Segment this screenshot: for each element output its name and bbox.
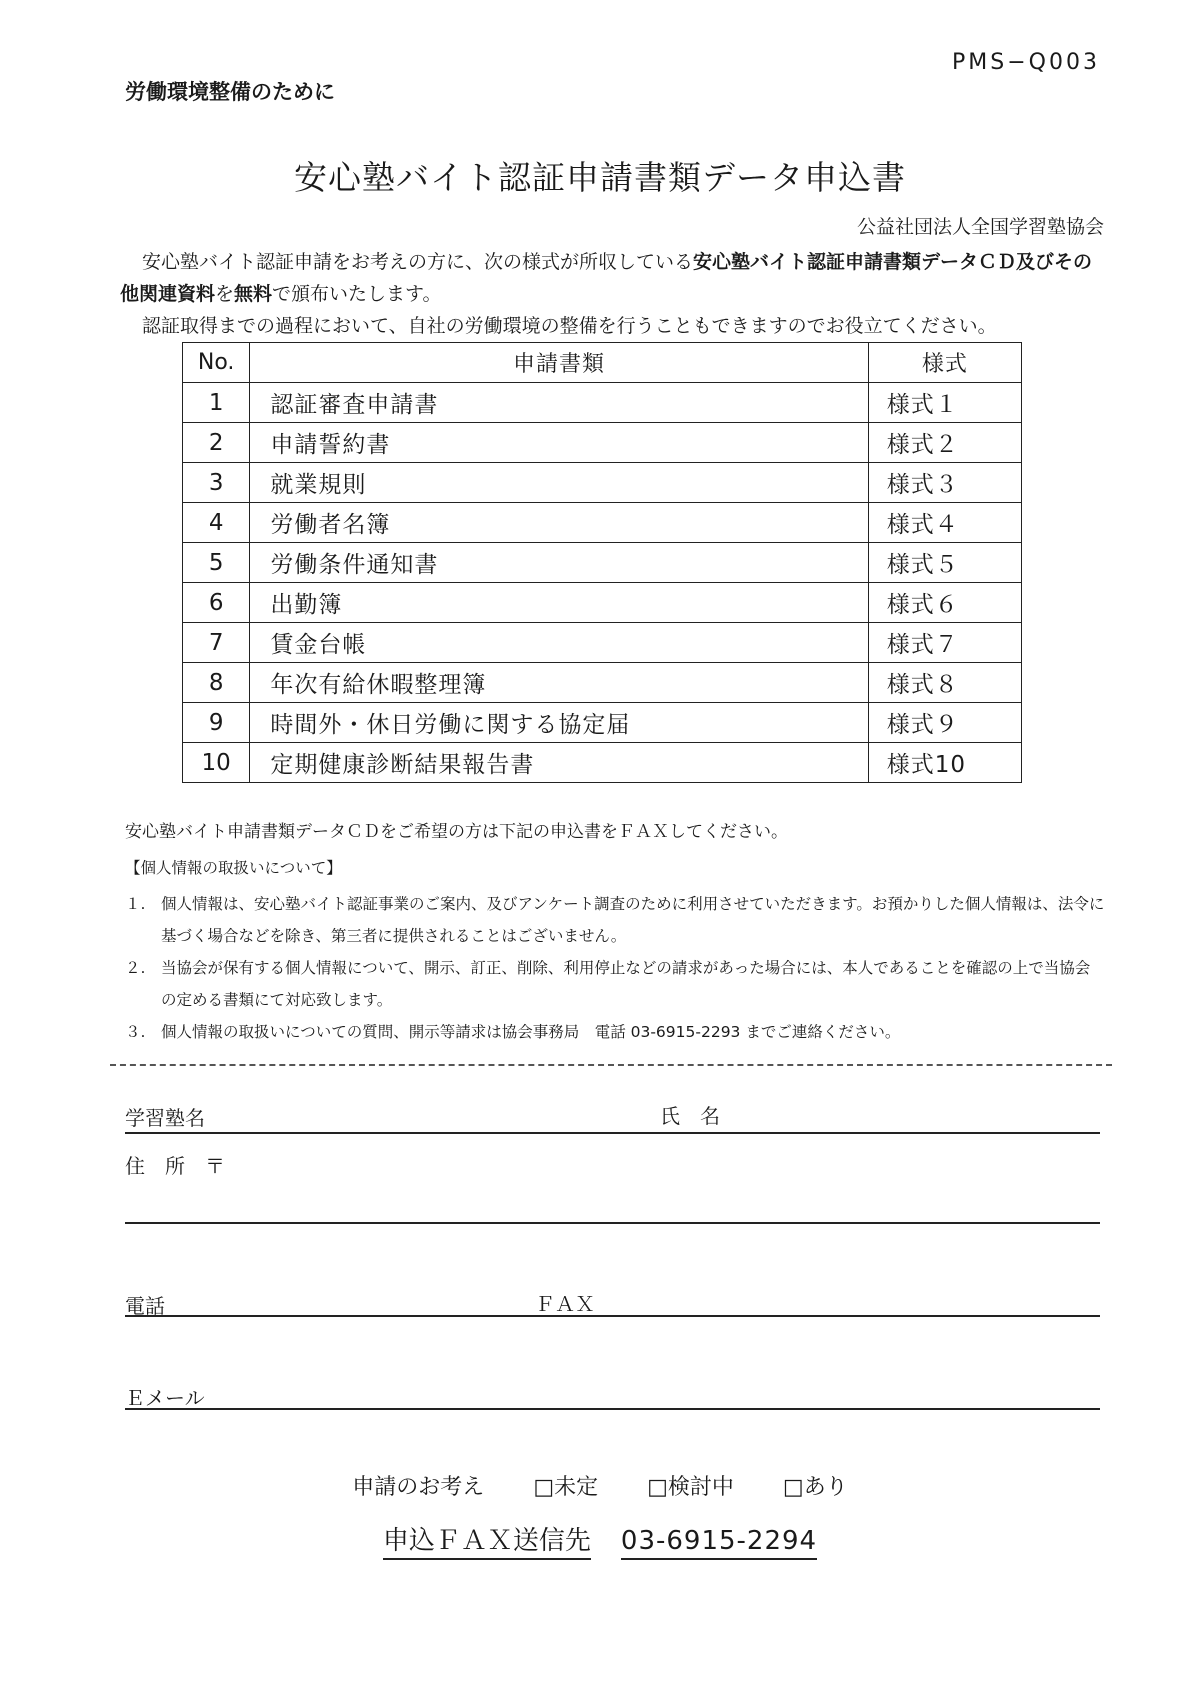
privacy-item [125,888,1105,952]
row-no: 5 [183,543,250,583]
fax-destination [0,1520,1200,1557]
intro-bold-free: 無料 [234,283,273,305]
privacy-item-text: 当協会が保有する個人情報について、開示、訂正、削除、利用停止などの請求があった場合には、本人であることを確認の上で当協会の定める書類にて対応致します。 [161,959,1091,1009]
row-no: 4 [183,503,250,543]
row-no: 3 [183,463,250,503]
privacy-item-number: １. [125,895,146,913]
fax-destination-number: 03-6915-2294 [621,1526,817,1560]
table-row [183,543,1022,583]
intro-bold-cd: 安心塾バイト認証申請書類データＣＤ及びその他関連資料 [120,251,1093,305]
document-code: PMS−Q003 [952,50,1100,75]
privacy-title: 【個人情報の取扱いについて】 [125,859,342,877]
privacy-item-text: 個人情報の取扱いについての質問、開示等請求は協会事務局 電話 03-6915-2293 までご連絡ください。 [161,1023,901,1041]
intro-text [120,246,1098,342]
row-name: 申請誓約書 [250,423,868,463]
documents-table [182,342,1022,783]
table-row [183,623,1022,663]
intro-text-1: 安心塾バイト認証申請をお考えの方に、次の様式が所収している [142,251,694,273]
privacy-section [125,852,1105,1048]
row-form: 様式１ [868,383,1021,423]
cut-line [110,1064,1112,1066]
name-label: 氏 名 [660,1104,720,1128]
table-row [183,583,1022,623]
plan-option-yes[interactable]: □あり [782,1475,848,1500]
privacy-item [125,1016,1105,1048]
privacy-item-text: 個人情報は、安心塾バイト認証事業のご案内、及びアンケート調査のために利用させていただきます。お預かりした個人情報は、法令に基づく場合などを除き、第三者に提供されることはございません。 [161,895,1105,945]
organization-name: 公益社団法人全国学習塾協会 [856,216,1104,238]
row-form: 様式７ [868,623,1021,663]
table-row [183,663,1022,703]
header-form: 様式 [868,343,1021,383]
row-name: 賃金台帳 [250,623,868,663]
row-form: 様式９ [868,703,1021,743]
row-name: 出勤簿 [250,583,868,623]
row-no: 8 [183,663,250,703]
row-form: 様式８ [868,663,1021,703]
document-subtitle: 労働環境整備のために [125,80,335,104]
fax-label: ＦＡＸ [535,1292,595,1316]
intro-text-3: で頒布いたします。 [272,283,442,305]
row-name: 定期健康診断結果報告書 [250,743,868,783]
row-name: 認証審査申請書 [250,383,868,423]
intro-text-2: を [215,283,235,305]
row-form: 様式４ [868,503,1021,543]
table-row [183,503,1022,543]
row-form: 様式６ [868,583,1021,623]
row-no: 6 [183,583,250,623]
row-no: 1 [183,383,250,423]
plan-option-undecided[interactable]: □未定 [533,1475,599,1500]
row-name: 労働者名簿 [250,503,868,543]
row-no: 7 [183,623,250,663]
row-name: 労働条件通知書 [250,543,868,583]
plans-label: 申請のお考え [352,1475,485,1500]
phone-fax-field[interactable] [125,1315,1100,1317]
phone-label: 電話 [125,1294,165,1318]
table-header-row [183,343,1022,383]
table-row [183,383,1022,423]
table-row [183,743,1022,783]
intro-paragraph-2: 認証取得までの過程において、自社の労働環境の整備を行うこともできますのでお役立てください。 [142,315,997,337]
row-form: 様式10 [868,743,1021,783]
privacy-item-number: ２. [125,959,146,977]
privacy-item-number: ３. [125,1023,146,1041]
plan-option-considering[interactable]: □検討中 [647,1475,734,1500]
row-no: 10 [183,743,250,783]
juku-name-field[interactable] [125,1132,1100,1134]
email-label: Ｅメール [125,1386,205,1410]
row-name: 就業規則 [250,463,868,503]
intro-paragraph-1 [120,246,1098,310]
row-no: 9 [183,703,250,743]
header-no: No. [183,343,250,383]
privacy-item [125,952,1105,1016]
row-name: 時間外・休日労働に関する協定届 [250,703,868,743]
row-name: 年次有給休暇整理簿 [250,663,868,703]
table-row [183,463,1022,503]
row-form: 様式５ [868,543,1021,583]
address-label: 住 所 〒 [125,1154,225,1178]
address-field[interactable] [125,1222,1100,1224]
table-row [183,703,1022,743]
table-row [183,423,1022,463]
row-form: 様式３ [868,463,1021,503]
row-form: 様式２ [868,423,1021,463]
row-no: 2 [183,423,250,463]
page-title: 安心塾バイト認証申請書類データ申込書 [294,158,906,197]
header-name: 申請書類 [250,343,868,383]
juku-name-label: 学習塾名 [125,1106,205,1130]
email-field[interactable] [125,1408,1100,1410]
application-plans [0,1470,1200,1501]
fax-instruction: 安心塾バイト申請書類データＣＤをご希望の方は下記の申込書をＦＡＸしてください。 [125,822,788,842]
fax-destination-label: 申込ＦＡＸ送信先 [383,1526,591,1560]
